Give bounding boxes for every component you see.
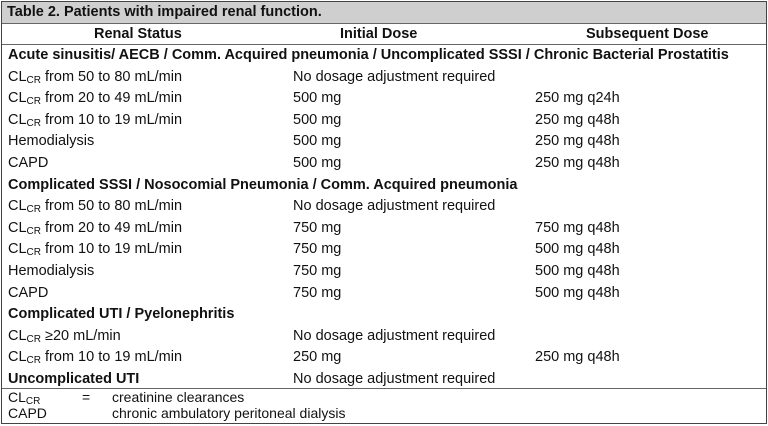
table-row xyxy=(2,67,766,89)
cl-prefix: CL xyxy=(8,349,27,366)
renal-status-cell: CAPD xyxy=(8,154,49,171)
header-subsequent-dose: Subsequent Dose xyxy=(586,26,709,42)
table-row xyxy=(2,218,766,240)
renal-status-text: from 10 to 19 mL/min xyxy=(41,349,183,366)
initial-dose-cell: No dosage adjustment required xyxy=(293,198,496,215)
renal-status-cell: Hemodialysis xyxy=(8,262,95,279)
cl-prefix: CL xyxy=(8,389,26,405)
subsequent-dose-cell: 250 mg q48h xyxy=(535,111,620,128)
subsequent-dose-cell: 250 mg q48h xyxy=(535,154,620,171)
section-heading xyxy=(2,304,766,326)
cl-prefix: CL xyxy=(8,198,27,215)
cl-sub: CR xyxy=(26,117,41,129)
cl-prefix: CL xyxy=(8,111,27,128)
initial-dose-cell: 750 mg xyxy=(293,219,342,236)
initial-dose-cell: No dosage adjustment required xyxy=(293,68,496,85)
header-row xyxy=(2,24,766,45)
table-row xyxy=(2,196,766,218)
header-initial-dose: Initial Dose xyxy=(340,26,418,42)
section-heading-text: Uncomplicated UTI xyxy=(8,370,140,387)
initial-dose-cell: No dosage adjustment required xyxy=(293,370,496,387)
subsequent-dose-cell: 250 mg q48h xyxy=(535,133,620,150)
dosage-table xyxy=(1,1,767,424)
renal-status-text: from 20 to 49 mL/min xyxy=(41,90,183,107)
table-title: Table 2. Patients with impaired renal function. xyxy=(2,2,766,24)
section-heading-text: Complicated UTI / Pyelonephritis xyxy=(8,306,235,323)
cl-sub: CR xyxy=(26,96,41,108)
footnote-definition: chronic ambulatory peritoneal dialysis xyxy=(112,405,346,421)
table-row xyxy=(2,153,766,175)
table-row xyxy=(2,88,766,110)
table-row xyxy=(2,326,766,348)
table-row xyxy=(2,347,766,369)
initial-dose-cell: 750 mg xyxy=(293,241,342,258)
initial-dose-cell: 500 mg xyxy=(293,111,342,128)
table-row xyxy=(2,131,766,153)
subsequent-dose-cell: 500 mg q48h xyxy=(535,241,620,258)
header-renal-status: Renal Status xyxy=(94,26,182,42)
renal-status-text: from 20 to 49 mL/min xyxy=(41,219,183,236)
renal-status-text: from 10 to 19 mL/min xyxy=(41,241,183,258)
section-heading xyxy=(2,45,766,67)
footnote-definition: creatinine clearances xyxy=(112,389,245,405)
subsequent-dose-cell: 500 mg q48h xyxy=(535,284,620,301)
section-heading xyxy=(2,175,766,197)
cl-prefix: CL xyxy=(8,68,27,85)
cl-sub: CR xyxy=(26,204,41,216)
subsequent-dose-cell: 250 mg q48h xyxy=(535,349,620,366)
cl-prefix: CL xyxy=(8,90,27,107)
renal-status-cell: CAPD xyxy=(8,284,49,301)
initial-dose-cell: 500 mg xyxy=(293,90,342,107)
initial-dose-cell: 500 mg xyxy=(293,133,342,150)
renal-status-text: from 50 to 80 mL/min xyxy=(41,68,183,85)
cl-sub: CR xyxy=(26,333,41,345)
cl-sub: CR xyxy=(26,225,41,237)
footnote-line xyxy=(2,389,766,405)
footnote-equals: = xyxy=(82,389,91,405)
cl-prefix: CL xyxy=(8,219,27,236)
renal-status-text: ≥20 mL/min xyxy=(41,327,121,344)
section-heading-text: Acute sinusitis/ AECB / Comm. Acquired pneumonia / Uncomplicated SSSI / Chronic Bacterial Prostatitis xyxy=(8,47,729,63)
cl-sub: CR xyxy=(26,74,41,86)
renal-status-text: from 10 to 19 mL/min xyxy=(41,111,183,128)
cl-sub: CR xyxy=(25,396,41,407)
initial-dose-cell: 750 mg xyxy=(293,262,342,279)
section-heading-text: Complicated SSSI / Nosocomial Pneumonia / Comm. Acquired pneumonia xyxy=(8,176,518,193)
table-row xyxy=(2,110,766,132)
table-row xyxy=(2,239,766,261)
footnote-line xyxy=(2,405,766,421)
initial-dose-cell: 500 mg xyxy=(293,154,342,171)
subsequent-dose-cell: 500 mg q48h xyxy=(535,262,620,279)
footnote-term: CAPD xyxy=(8,405,47,421)
cl-prefix: CL xyxy=(8,327,27,344)
renal-status-cell: Hemodialysis xyxy=(8,133,95,150)
cl-sub: CR xyxy=(26,247,41,259)
footnotes xyxy=(2,388,766,425)
renal-status-text: from 50 to 80 mL/min xyxy=(41,198,183,215)
cl-sub: CR xyxy=(26,355,41,367)
subsequent-dose-cell: 250 mg q24h xyxy=(535,90,620,107)
initial-dose-cell: 750 mg xyxy=(293,284,342,301)
table-row xyxy=(2,283,766,305)
cl-prefix: CL xyxy=(8,241,27,258)
initial-dose-cell: 250 mg xyxy=(293,349,342,366)
initial-dose-cell: No dosage adjustment required xyxy=(293,327,496,344)
table-row xyxy=(2,261,766,283)
subsequent-dose-cell: 750 mg q48h xyxy=(535,219,620,236)
